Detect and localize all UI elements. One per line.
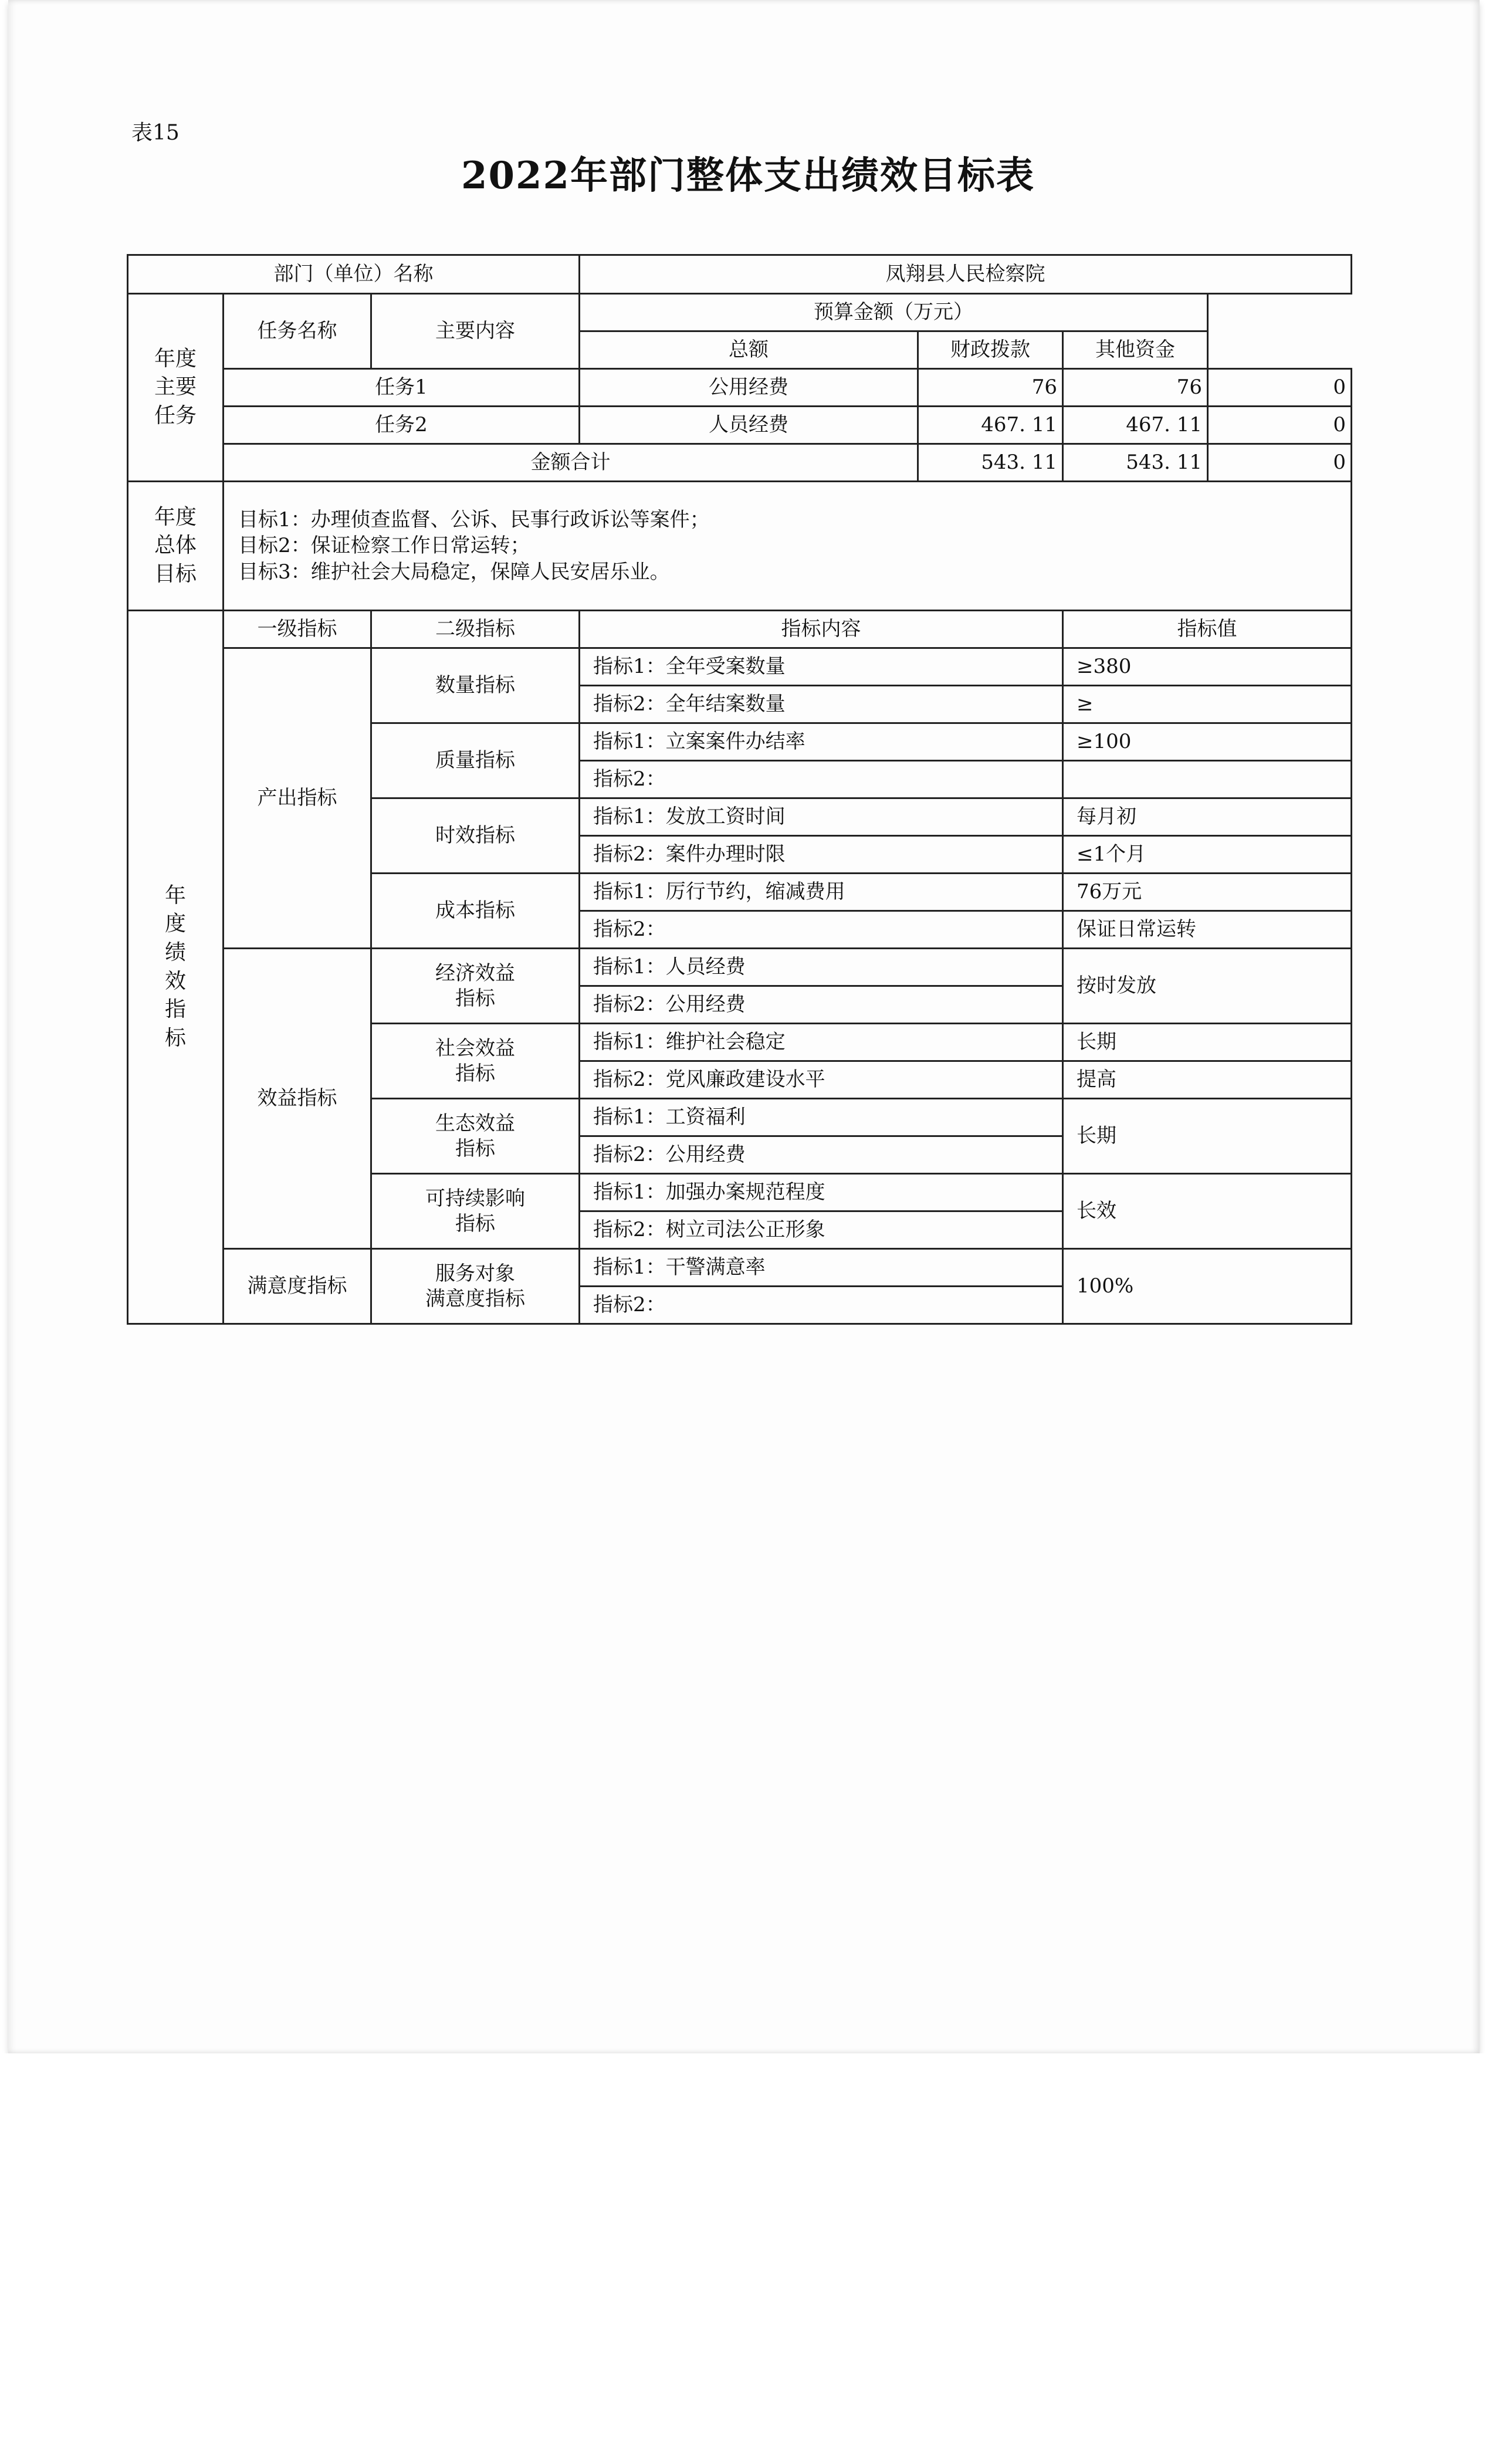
indicator-content-cell: 指标2： xyxy=(580,911,1063,949)
satisfaction-indicators-label: 满意度指标 xyxy=(224,1249,371,1324)
economic-benefit-label: 经济效益 指标 xyxy=(371,949,580,1024)
cost-indicator-label: 成本指标 xyxy=(371,874,580,949)
indicator-content-header: 指标内容 xyxy=(580,611,1063,648)
indicator-content-cell: 指标1：全年受案数量 xyxy=(580,648,1063,686)
indicator-value-header: 指标值 xyxy=(1063,611,1352,648)
task-content-cell: 公用经费 xyxy=(580,369,918,407)
task-other-cell: 0 xyxy=(1208,407,1352,444)
indicator-content-cell: 指标2： xyxy=(580,761,1063,798)
table-number-label: 表15 xyxy=(131,121,180,145)
quantity-indicator-label: 数量指标 xyxy=(371,648,580,723)
task-total-cell: 76 xyxy=(918,369,1063,407)
sustainable-impact-label: 可持续影响 指标 xyxy=(371,1174,580,1249)
goal-item: 目标1：办理侦查监督、公诉、民事行政诉讼等案件； xyxy=(238,508,710,532)
annual-tasks-label: 年度 主要 任务 xyxy=(128,294,224,482)
page-title: 2022年部门整体支出绩效目标表 xyxy=(461,154,1035,198)
main-content-header: 主要内容 xyxy=(371,294,580,369)
indicator-content-cell: 指标2：党风廉政建设水平 xyxy=(580,1061,1063,1099)
task-content-cell: 人员经费 xyxy=(580,407,918,444)
sum-other: 0 xyxy=(1208,444,1352,482)
budget-amount-header: 预算金额（万元） xyxy=(580,294,1208,331)
sum-label: 金额合计 xyxy=(224,444,918,482)
indicator-value-cell: 长效 xyxy=(1063,1174,1352,1249)
indicator-content-cell: 指标2：公用经费 xyxy=(580,1136,1063,1174)
annual-goals-label: 年度 总体 目标 xyxy=(128,482,224,611)
timeliness-indicator-label: 时效指标 xyxy=(371,798,580,874)
other-funds-header: 其他资金 xyxy=(1063,331,1208,369)
sum-total: 543. 11 xyxy=(918,444,1063,482)
unit-name-label: 部门（单位）名称 xyxy=(128,255,580,294)
level1-header: 一级指标 xyxy=(224,611,371,648)
indicator-content-cell: 指标1：加强办案规范程度 xyxy=(580,1174,1063,1211)
indicator-value-cell: 长期 xyxy=(1063,1099,1352,1174)
indicator-content-cell: 指标1：工资福利 xyxy=(580,1099,1063,1136)
indicator-content-cell: 指标1：厉行节约，缩减费用 xyxy=(580,874,1063,911)
task-name-cell: 任务2 xyxy=(224,407,580,444)
indicator-content-cell: 指标2：公用经费 xyxy=(580,986,1063,1024)
indicator-content-cell: 指标1：发放工资时间 xyxy=(580,798,1063,836)
indicator-value-cell: 100% xyxy=(1063,1249,1352,1324)
fiscal-allocation-header: 财政拨款 xyxy=(918,331,1063,369)
annual-goals-text xyxy=(224,482,1352,611)
social-benefit-label: 社会效益 指标 xyxy=(371,1024,580,1099)
indicator-value-cell: ≥ xyxy=(1063,686,1352,723)
task-total-cell: 467. 11 xyxy=(918,407,1063,444)
indicator-content-cell: 指标1：干警满意率 xyxy=(580,1249,1063,1287)
indicator-content-cell: 指标1：维护社会稳定 xyxy=(580,1024,1063,1061)
benefit-indicators-label: 效益指标 xyxy=(224,949,371,1249)
ecological-benefit-label: 生态效益 指标 xyxy=(371,1099,580,1174)
indicator-value-cell: 每月初 xyxy=(1063,798,1352,836)
indicator-value-cell: 按时发放 xyxy=(1063,949,1352,1024)
indicator-value-cell xyxy=(1063,761,1352,798)
page-bottom-margin xyxy=(0,2053,1496,2464)
indicator-content-cell: 指标2：树立司法公正形象 xyxy=(580,1211,1063,1249)
indicator-value-cell: ≥380 xyxy=(1063,648,1352,686)
indicator-value-cell: 保证日常运转 xyxy=(1063,911,1352,949)
output-indicators-label: 产出指标 xyxy=(224,648,371,949)
task-fiscal-cell: 467. 11 xyxy=(1063,407,1208,444)
indicator-content-cell: 指标2：全年结案数量 xyxy=(580,686,1063,723)
task-name-cell: 任务1 xyxy=(224,369,580,407)
performance-target-table xyxy=(127,254,1352,1325)
service-satisfaction-label: 服务对象 满意度指标 xyxy=(371,1249,580,1324)
indicator-content-cell: 指标1：人员经费 xyxy=(580,949,1063,986)
performance-indicators-label: 年 度 绩 效 指 标 xyxy=(128,611,224,1324)
goal-item: 目标2：保证检察工作日常运转； xyxy=(238,534,530,558)
indicator-value-cell: ≤1个月 xyxy=(1063,836,1352,874)
unit-name-value: 凤翔县人民检察院 xyxy=(580,255,1352,294)
indicator-value-cell: 提高 xyxy=(1063,1061,1352,1099)
quality-indicator-label: 质量指标 xyxy=(371,723,580,798)
level2-header: 二级指标 xyxy=(371,611,580,648)
indicator-content-cell: 指标1：立案案件办结率 xyxy=(580,723,1063,761)
indicator-value-cell: 76万元 xyxy=(1063,874,1352,911)
task-other-cell: 0 xyxy=(1208,369,1352,407)
indicator-value-cell: ≥100 xyxy=(1063,723,1352,761)
indicator-content-cell: 指标2：案件办理时限 xyxy=(580,836,1063,874)
goal-item: 目标3：维护社会大局稳定，保障人民安居乐业。 xyxy=(238,560,670,584)
task-name-header: 任务名称 xyxy=(224,294,371,369)
indicator-value-cell: 长期 xyxy=(1063,1024,1352,1061)
indicator-content-cell: 指标2： xyxy=(580,1287,1063,1324)
total-header: 总额 xyxy=(580,331,918,369)
sum-fiscal: 543. 11 xyxy=(1063,444,1208,482)
task-fiscal-cell: 76 xyxy=(1063,369,1208,407)
